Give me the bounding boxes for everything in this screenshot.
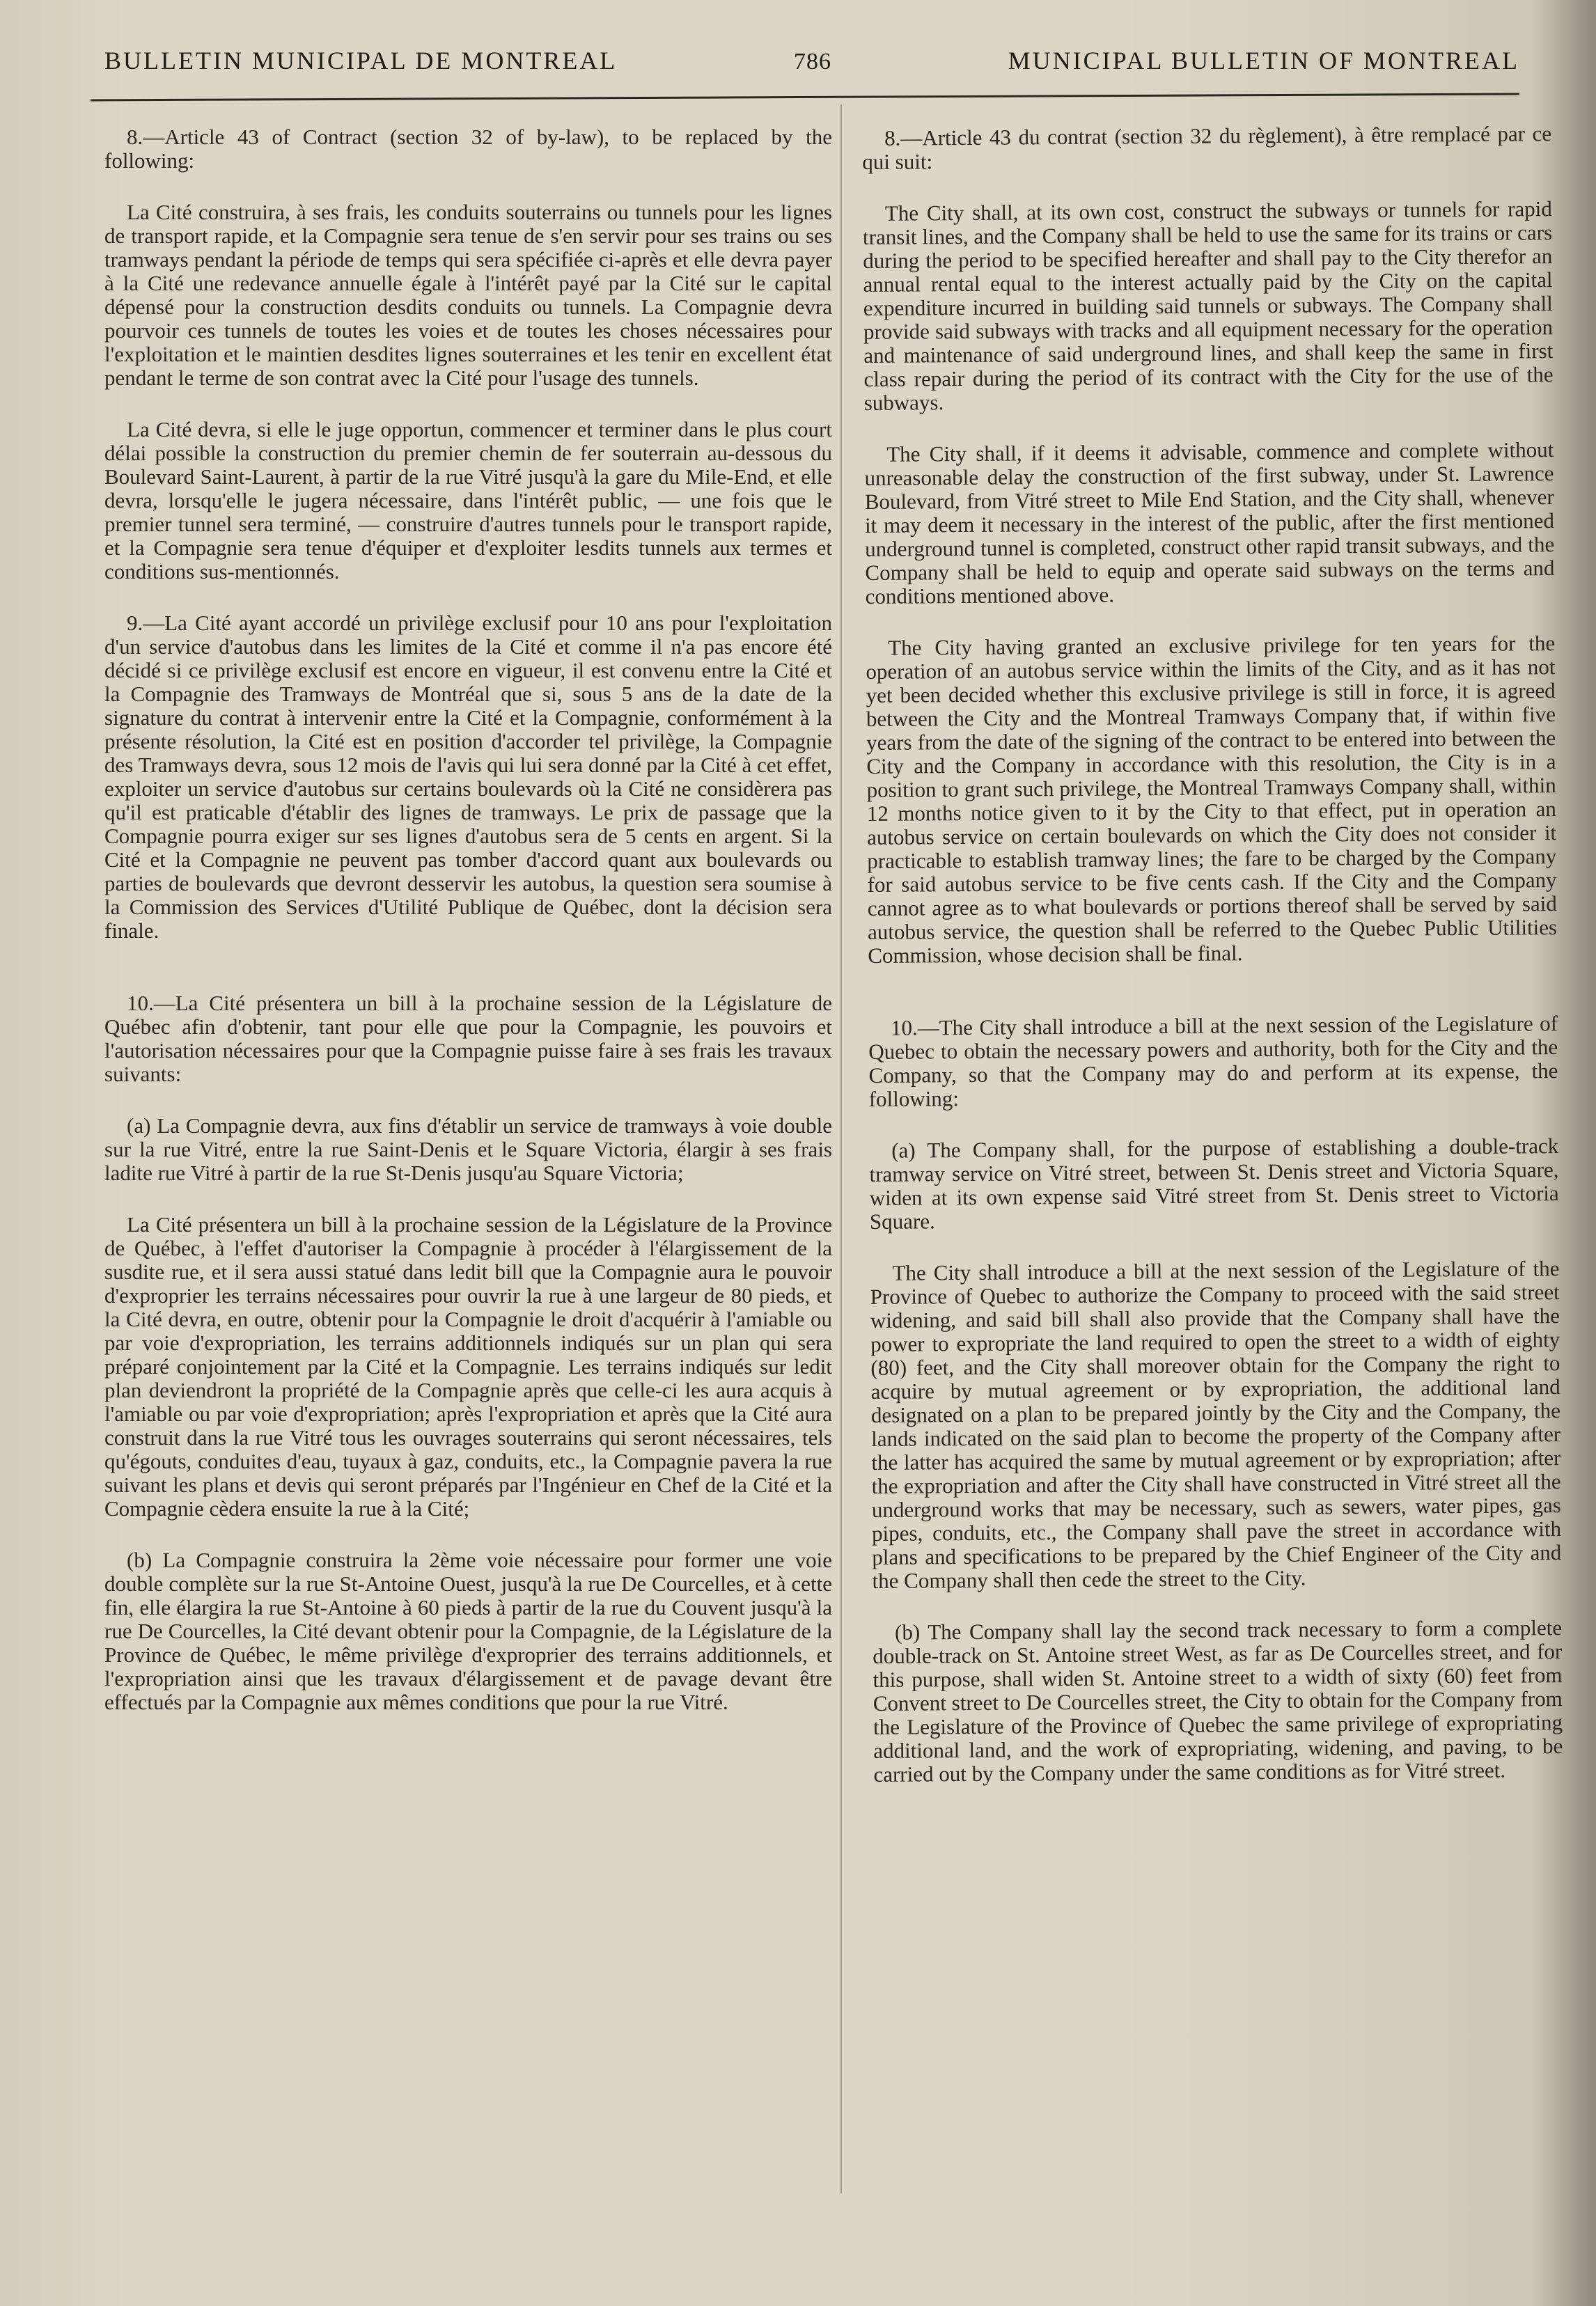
fr-article-10: 10.—La Cité présentera un bill à la prochaine session de la Législature de Québec afin d'obtenir, tant pour elle que pour la Compagnie, les pouvoirs et l'autorisation nécessaires pour que la Compagnie puisse faire à ses frais les travaux suivants: (104, 991, 832, 1086)
english-column (862, 122, 1563, 1814)
fr-item-a: (a) La Compagnie devra, aux fins d'établir un service de tramways à voie double sur la rue Vitré, entre la rue Saint-Denis et le Square Victoria, élargir à ses frais ladite rue Vitré à partir de la rue St-Denis jusqu'au Square Victoria; (104, 1113, 832, 1185)
en-item-a: (a) The Company shall, for the purpose of establishing a double-track tramway service on Vitré street, between St. Denis street and Victoria Square, widen at its own expense said Vitré street from St. Denis street to Victoria Square. (869, 1134, 1559, 1234)
column-divider (840, 104, 842, 2193)
fr-article-8-heading: 8.—Article 43 of Contract (section 32 of by-law), to be replaced by the following: (104, 125, 832, 173)
en-paragraph-bill: The City shall introduce a bill at the next session of the Legislature of the Province of Quebec to authorize the Company to proceed with the said street widening, and said bill shall also provide that the Company shall have the power to expropriate the land required to open the street to a width of eighty (80) feet, and the City shall moreover obtain for the Company the right to acquire by mutual agreement or by expropriation, the additional land designated on a plan to be prepared jointly by the City and the Company, the lands indicated on the said plan to become the property of the Company after the latter has acquired the same by mutual agreement or by expropriation; after the expropriation and after the City shall have constructed in Vitré street all the underground works that may be necessary, such as sewers, water pipes, gas pipes, conduits, etc., the Company shall pave the street in accordance with plans and specifications to be prepared by the Chief Engineer of the City and the Company shall then cede the street to the City. (870, 1256, 1562, 1593)
fr-paragraph-first-subway: La Cité devra, si elle le juge opportun, commencer et terminer dans le plus court délai possible la construction du premier chemin de fer souterrain au-dessous du Boulevard Saint-Laurent, à partir de la rue Vitré jusqu'à la gare du Mile-End, et elle devra, lorsqu'elle le jugera nécessaire, dans l'intérêt public, — une fois que le premier tunnel sera terminé, — construire d'autres tunnels pour le transport rapide, et la Compagnie sera tenue d'équiper et d'exploiter lesdits tunnels aux termes et conditions sus-mentionnés. (104, 417, 832, 583)
en-paragraph-first-subway: The City shall, if it deems it advisable, commence and complete without unreasonable delay the construction of the first subway, under St. Lawrence Boulevard, from Vitré street to Mile End Station, and the City shall, whenever it may deem it necessary in the interest of the public, after the first mentioned underground tunnel is completed, construct other rapid transit subways, and the Company shall be held to equip and operate said subways on the terms and conditions mentioned above. (864, 437, 1555, 609)
fr-item-b: (b) La Compagnie construira la 2ème voie nécessaire pour former une voie double complète sur la rue St-Antoine Ouest, jusqu'à la rue De Courcelles, et à cette fin, elle élargira la rue St-Antoine à 60 pieds à partir de la rue du Couvent jusqu'à la rue De Courcelles, la Cité devant obtenir pour la Compagnie, de la Législature de la Province de Québec, le même privilège d'exproprier des terrains additionnels, et l'expropriation ainsi que les travaux d'élargissement et de pavage devant être effectués par la Compagnie aux mêmes conditions que pour la rue Vitré. (104, 1548, 832, 1714)
en-article-9: The City having granted an exclusive privilege for ten years for the operation of an autobus service within the limits of the City, and as it has not yet been decided whether this exclusive privilege is still in force, it is agreed between the City and the Montreal Tramways Company that, if within five years from the date of the signing of the contract to be entered into between the City and the Company in accordance with this resolution, the City is in a position to grant such privilege, the Montreal Tramways Company shall, within 12 months notice given to it by the City to that effect, put in operation an autobus service on certain boulevards on which the City does not consider it practicable to establish tramway lines; the fare to be charged by the Company for said autobus service to be five cents cash. If the City and the Company cannot agree as to what boulevards or portions thereof shall be served by said autobus service, the question shall be referred to the Quebec Public Utilities Commission, whose decision shall be final. (866, 631, 1558, 968)
fr-paragraph-bill: La Cité présentera un bill à la prochaine session de la Législature de la Province de Québec, à l'effet d'autoriser la Compagnie à procéder à l'élargissement de la susdite rue, et il sera aussi statué dans ledit bill que la Compagnie aura le pouvoir d'exproprier les terrains nécessaires pour ouvrir la rue à une largeur de 80 pieds, et la Cité devra, en outre, obtenir pour la Compagnie le droit d'acquérir à l'amiable ou par voie d'expropriation, les terrains additionnels indiqués sur un plan qui sera préparé conjointement par la Cité et la Compagnie. Les terrains indiqués sur ledit plan deviendront la propriété de la Compagnie après que celle-ci les aura acquis à l'amiable ou par voie d'expropriation; après l'expropriation et après que la Cité aura construit dans la rue Vitré tous les ouvrages souterrains qui seront nécessaires, tels qu'égouts, conduites d'eau, tuyaux à gaz, conduits, etc., la Compagnie pavera la rue suivant les plans et devis qui seront préparés par l'Ingénieur en Chef de la Cité et la Compagnie cèdera ensuite la rue à la Cité; (104, 1212, 832, 1521)
page-header (104, 46, 1519, 88)
page-number: 786 (793, 49, 831, 74)
en-article-10: 10.—The City shall introduce a bill at the next session of the Legislature of Quebec to obtain the necessary powers and authority, both for the City and the Company, so that the Company may do and perform at its expense, the following: (868, 1011, 1558, 1111)
fr-article-9: 9.—La Cité ayant accordé un privilège exclusif pour 10 ans pour l'exploitation d'un service d'autobus dans les limites de la Cité et comme il n'a pas encore été décidé si ce privilège exclusif est encore en vigueur, il est convenu entre la Cité et la Compagnie des Tramways de Montréal que si, sous 5 ans de la date de la signature du contrat à intervenir entre la Cité et la Compagnie, conformément à la présente résolution, la Cité est en position d'accorder tel privilège, la Compagnie des Tramways devra, sous 12 mois de l'avis qui lui sera donné par la Cité à cet effet, exploiter un service d'autobus sur certains boulevards où la Cité ne considèrera pas qu'il est praticable d'établir des lignes de tramways. Le prix de passage que la Compagnie pourra exiger sur ses lignes d'autobus sera de 5 cents en argent. Si la Cité et la Compagnie ne peuvent pas tomber d'accord quant aux boulevards ou parties de boulevards que devront desservir les autobus, la question sera soumise à la Commission des Services d'Utilité Publique de Québec, dont la décision sera finale. (104, 611, 832, 943)
header-title-english: MUNICIPAL BULLETIN OF MONTREAL (1008, 47, 1519, 74)
en-item-b: (b) The Company shall lay the second track necessary to form a complete double-track on St. Antoine street West, as far as De Courcelles street, and for this purpose, shall widen St. Antoine street to a width of sixty (60) feet from Convent street to De Courcelles street, the City to obtain for the Company from the Legislature of the Province of Quebec the same privilege of expropriating additional land, and the work of expropriating, widening, and paving, to be carried out by the Company under the same conditions as for Vitré street. (873, 1615, 1563, 1787)
french-column (104, 125, 832, 1742)
en-article-8-heading: 8.—Article 43 du contrat (section 32 du règlement), à être remplacé par ce qui suit: (862, 121, 1552, 174)
header-rule (91, 93, 1519, 102)
en-paragraph-subways: The City shall, at its own cost, construct the subways or tunnels for rapid transit lines, and the Company shall be held to use the same for its trains or cars during the period to be specified hereafter and shall pay to the City therefor an annual rental equal to the interest actually paid by the City on the capital expenditure incurred in building said tunnels or subways. The Company shall provide said subways with tracks and all equipment necessary for the operation and maintenance of said underground lines, and shall keep the same in first class repair during the period of its contract with the City for the use of the subways. (862, 196, 1554, 415)
fr-paragraph-subways: La Cité construira, à ses frais, les conduits souterrains ou tunnels pour les lignes de transport rapide, et la Compagnie sera tenue de s'en servir pour ses trains ou ses tramways pendant la période de temps qui sera spécifiée ci-après et elle devra payer à la Cité une redevance annuelle égale à l'intérêt payé par la Cité sur le capital dépensé pour la construction desdits conduits ou tunnels. La Compagnie devra pourvoir ces tunnels de toutes les voies et de toutes les choses nécessaires pour l'exploitation et le maintien desdites lignes souterraines et les tenir en excellent état pendant le terme de son contrat avec la Cité pour l'usage des tunnels. (104, 200, 832, 390)
header-title-french: BULLETIN MUNICIPAL DE MONTREAL (104, 47, 618, 74)
